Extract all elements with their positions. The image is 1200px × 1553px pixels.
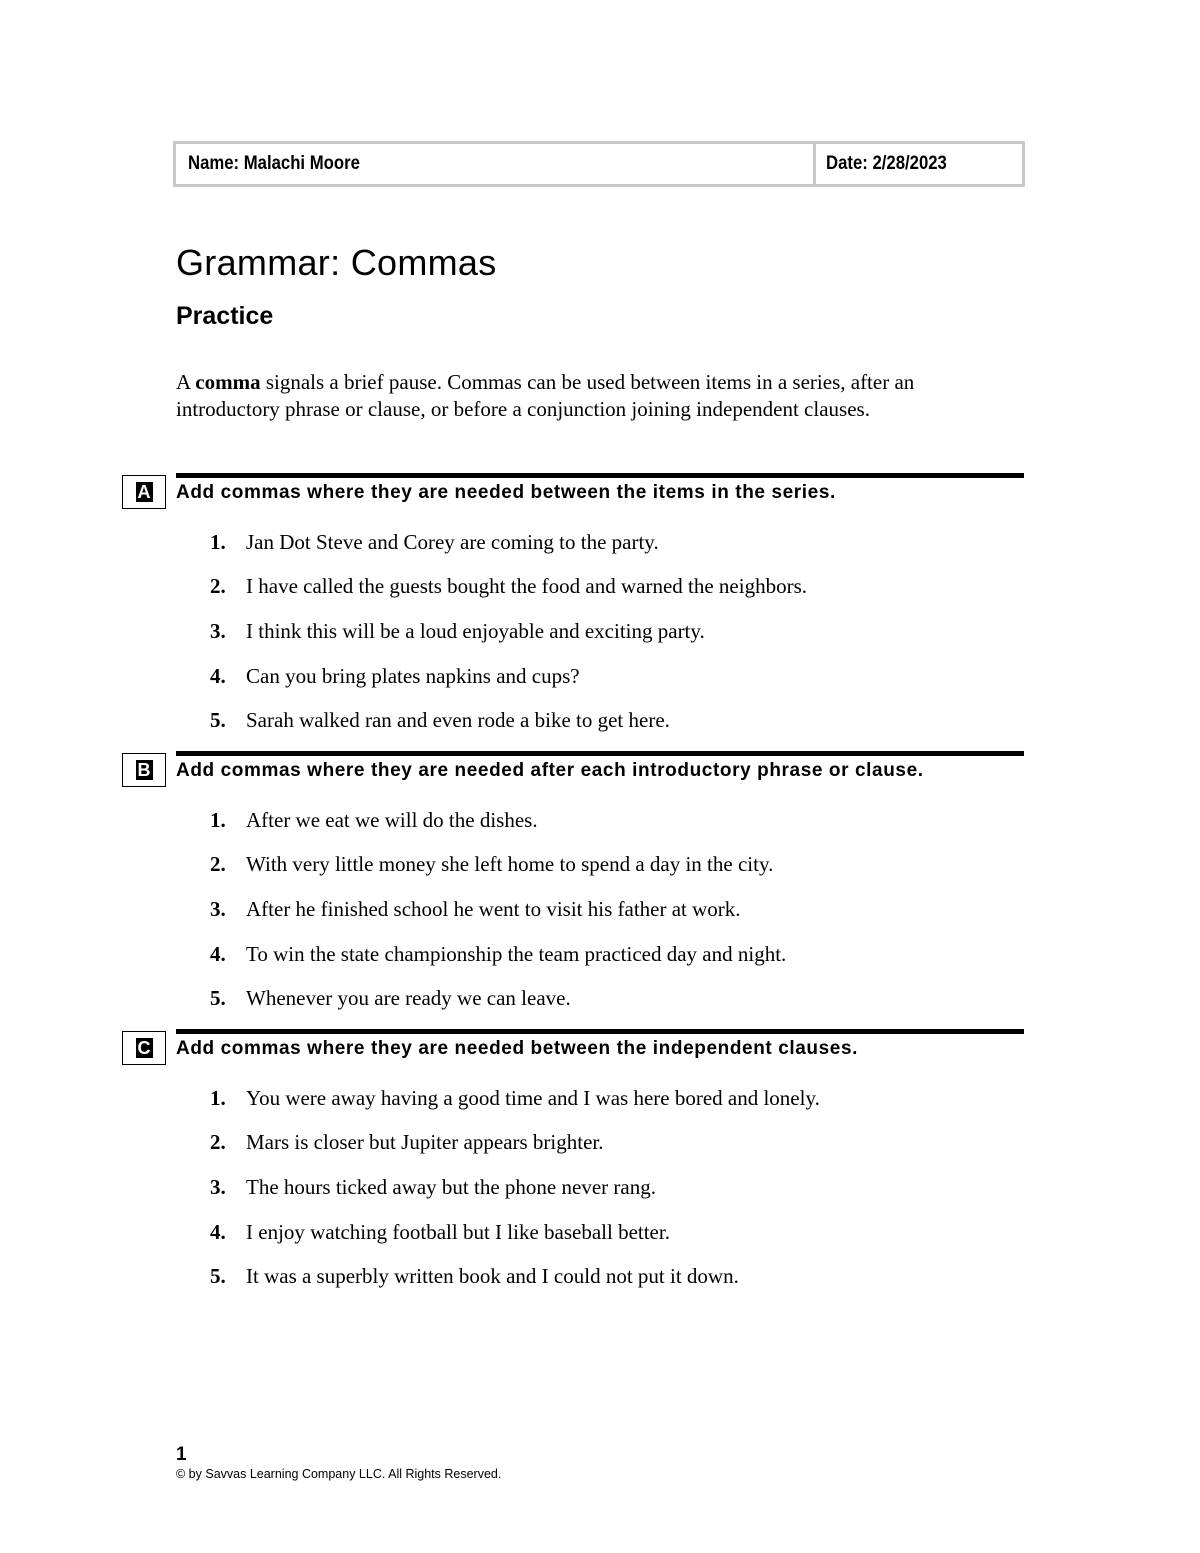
item-sentence: It was a superbly written book and I could not put it down. xyxy=(246,1264,739,1288)
section-letter-box xyxy=(122,753,166,787)
section-divider xyxy=(176,473,1024,478)
section-letter: B xyxy=(137,760,151,780)
date-field xyxy=(813,144,1022,184)
section-divider xyxy=(176,1029,1024,1034)
item-number: 3. xyxy=(210,619,226,643)
intro-term-comma: comma xyxy=(195,370,261,394)
item-sentence: After he finished school he went to visit his father at work. xyxy=(246,897,741,921)
item-number: 5. xyxy=(210,986,226,1010)
item-sentence: You were away having a good time and I was here bored and lonely. xyxy=(246,1086,820,1110)
item-number: 5. xyxy=(210,708,226,732)
item-number: 2. xyxy=(210,1130,226,1154)
item-sentence: The hours ticked away but the phone never rang. xyxy=(246,1175,656,1199)
item-number: 4. xyxy=(210,1220,226,1244)
item-number: 4. xyxy=(210,942,226,966)
page-number: 1 xyxy=(176,1444,187,1465)
copyright-notice: © by Savvas Learning Company LLC. All Rights Reserved. xyxy=(176,1467,502,1481)
item-sentence: To win the state championship the team practiced day and night. xyxy=(246,942,787,966)
section-instruction: Add commas where they are needed after each introductory phrase or clause. xyxy=(176,760,924,781)
section-instruction: Add commas where they are needed between the independent clauses. xyxy=(176,1038,859,1059)
section-divider xyxy=(176,751,1024,756)
item-sentence: Whenever you are ready we can leave. xyxy=(246,986,571,1010)
item-sentence: I think this will be a loud enjoyable and exciting party. xyxy=(246,619,705,643)
item-sentence: Sarah walked ran and even rode a bike to get here. xyxy=(246,708,670,732)
item-number: 1. xyxy=(210,808,226,832)
item-number: 2. xyxy=(210,574,226,598)
student-name: Name: Malachi Moore xyxy=(188,153,360,174)
intro-text-after: signals a brief pause. Commas can be used between items in a series, after an introductory phrase or clause, or before a conjunction joining independent clauses. xyxy=(176,370,915,421)
page-title: Grammar: Commas xyxy=(176,242,497,283)
intro-text-before: A xyxy=(176,370,196,394)
section-letter: C xyxy=(137,1038,151,1058)
item-number: 4. xyxy=(210,664,226,688)
item-sentence: Jan Dot Steve and Corey are coming to the party. xyxy=(246,530,659,554)
page-subtitle: Practice xyxy=(176,302,274,330)
section-letter: A xyxy=(137,482,151,502)
item-number: 5. xyxy=(210,1264,226,1288)
item-number: 3. xyxy=(210,897,226,921)
section-instruction: Add commas where they are needed between the items in the series. xyxy=(176,482,836,503)
item-sentence: Can you bring plates napkins and cups? xyxy=(246,664,580,688)
item-sentence: I enjoy watching football but I like baseball better. xyxy=(246,1220,670,1244)
item-sentence: After we eat we will do the dishes. xyxy=(246,808,538,832)
item-number: 3. xyxy=(210,1175,226,1199)
item-sentence: Mars is closer but Jupiter appears brighter. xyxy=(246,1130,604,1154)
intro-paragraph xyxy=(176,369,956,423)
item-number: 1. xyxy=(210,530,226,554)
worksheet-date: Date: 2/28/2023 xyxy=(826,153,947,174)
section-letter-box xyxy=(122,1031,166,1065)
item-number: 2. xyxy=(210,852,226,876)
item-number: 1. xyxy=(210,1086,226,1110)
name-field xyxy=(176,144,813,184)
item-sentence: I have called the guests bought the food and warned the neighbors. xyxy=(246,574,808,598)
name-date-box xyxy=(173,141,1025,187)
section-letter-box xyxy=(122,475,166,509)
item-sentence: With very little money she left home to spend a day in the city. xyxy=(246,852,774,876)
